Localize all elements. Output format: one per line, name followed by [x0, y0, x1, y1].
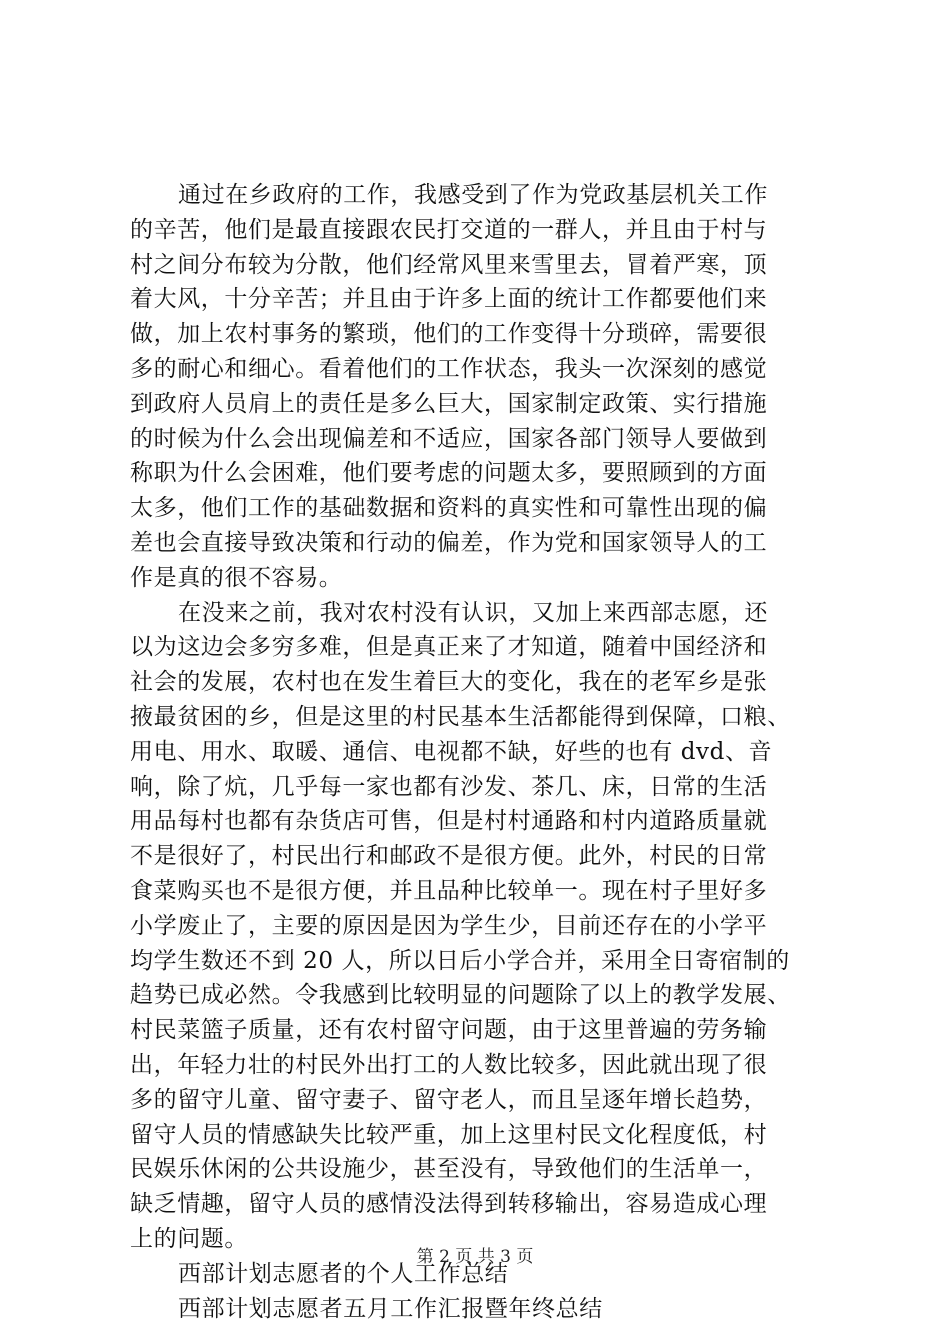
text-line: 的辛苦，他们是最直接跟农民打交道的一群人，并且由于村与 — [130, 216, 768, 243]
text-line: 太多，他们工作的基础数据和资料的真实性和可靠性出现的偏 — [130, 495, 768, 522]
page-footer: 第 2 页 共 3 页 — [416, 1247, 534, 1267]
related-link-personal-summary[interactable]: 西部计划志愿者的个人工作总结 — [178, 1260, 509, 1287]
text-line: 掖最贫困的乡，但是这里的村民基本生活都能得到保障，口粮、 — [130, 703, 791, 730]
text-line: 以为这边会多穷多难，但是真正来了才知道，随着中国经济和 — [130, 634, 768, 661]
related-link-may-report[interactable]: 西部计划志愿者五月工作汇报暨年终总结 — [178, 1295, 603, 1322]
text-line: 小学废止了，主要的原因是因为学生少，目前还存在的小学平 — [130, 912, 768, 939]
text-line: 多的留守儿童、留守妻子、留守老人，而且呈逐年增长趋势， — [130, 1086, 768, 1113]
text-line: 留守人员的情感缺失比较严重，加上这里村民文化程度低，村 — [130, 1121, 768, 1148]
text-line: 用电、用水、取暖、通信、电视都不缺，好些的也有 dvd、音 — [130, 738, 773, 765]
text-line: 多的耐心和细心。看着他们的工作状态，我头一次深刻的感觉 — [130, 355, 768, 382]
text-line: 不是很好了，村民出行和邮政不是很方便。此外，村民的日常 — [130, 843, 768, 870]
text-line: 响，除了炕，几乎每一家也都有沙发、茶几、床，日常的生活 — [130, 773, 768, 800]
text-line: 着大风，十分辛苦；并且由于许多上面的统计工作都要他们来 — [130, 286, 768, 313]
text-line: 社会的发展，农村也在发生着巨大的变化，我在的老军乡是张 — [130, 669, 768, 696]
text-line: 上的问题。 — [130, 1225, 248, 1252]
text-line: 称职为什么会困难，他们要考虑的问题太多，要照顾到的方面 — [130, 460, 768, 487]
text-line: 通过在乡政府的工作，我感受到了作为党政基层机关工作 — [178, 182, 768, 208]
text-line: 做，加上农村事务的繁琐，他们的工作变得十分琐碎，需要很 — [130, 321, 768, 348]
document-body — [130, 178, 842, 1326]
paragraph-2 — [130, 596, 842, 1257]
text-line: 趋势已成必然。令我感到比较明显的问题除了以上的教学发展、 — [130, 982, 791, 1009]
text-line: 均学生数还不到 20 人，所以日后小学合并，采用全日寄宿制的 — [130, 947, 790, 974]
text-line: 差也会直接导致决策和行动的偏差，作为党和国家领导人的工 — [130, 529, 768, 556]
related-links — [130, 1257, 842, 1327]
paragraph-1 — [130, 178, 842, 596]
text-line: 的时候为什么会出现偏差和不适应，国家各部门领导人要做到 — [130, 425, 768, 452]
text-line: 在没来之前，我对农村没有认识，又加上来西部志愿，还 — [178, 599, 768, 626]
text-line: 到政府人员肩上的责任是多么巨大，国家制定政策、实行措施 — [130, 390, 768, 417]
text-line: 出，年轻力壮的村民外出打工的人数比较多，因此就出现了很 — [130, 1051, 768, 1078]
text-line: 村之间分布较为分散，他们经常风里来雪里去，冒着严寒，顶 — [130, 251, 768, 278]
text-line: 村民菜篮子质量，还有农村留守问题，由于这里普遍的劳务输 — [130, 1017, 768, 1044]
text-line: 食菜购买也不是很方便，并且品种比较单一。现在村子里好多 — [130, 877, 768, 904]
text-line: 用品每村也都有杂货店可售，但是村村通路和村内道路质量就 — [130, 808, 768, 835]
text-line: 作是真的很不容易。 — [130, 564, 343, 591]
text-line: 缺乏情趣，留守人员的感情没法得到转移输出，容易造成心理 — [130, 1191, 768, 1218]
text-line: 民娱乐休闲的公共设施少，甚至没有，导致他们的生活单一， — [130, 1156, 768, 1183]
